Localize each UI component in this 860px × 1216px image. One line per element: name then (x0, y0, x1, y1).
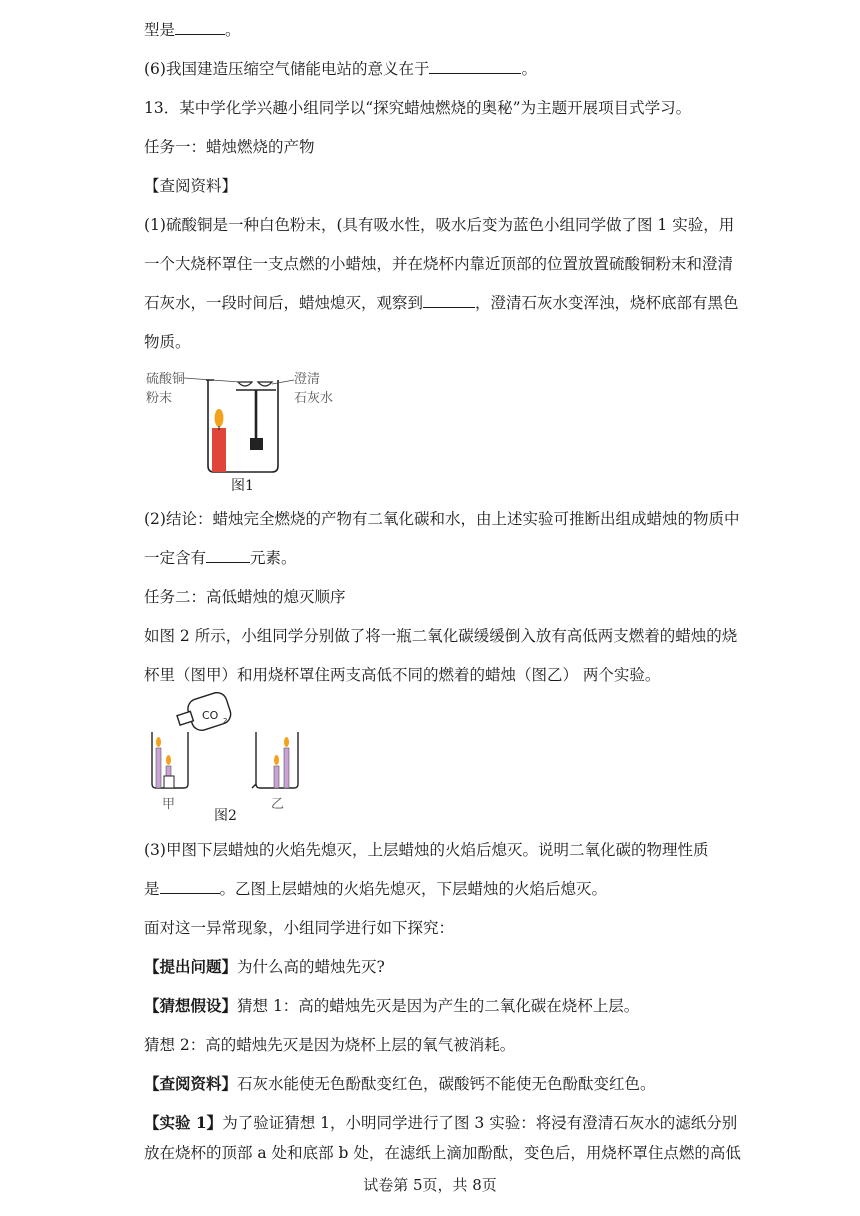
label-jia: 甲 (162, 797, 176, 812)
text-segment: 是 (144, 880, 160, 898)
label-powder: 粉末 (146, 391, 173, 406)
text-line: 一个大烧杯罩住一支点燃的小蜡烛，并在烧杯内靠近顶部的位置放置硫酸铜粉末和澄清 (144, 255, 734, 273)
figure-2-caption: 图2 (214, 808, 237, 824)
text-line: (1)硫酸铜是一种白色粉末，(具有吸水性，吸水后变为蓝色小组同学做了图 1 实验，用 (144, 216, 735, 234)
text-line: (3)甲图下层蜡烛的火焰先熄灭，上层蜡烛的火焰后熄灭。说明二氧化碳的物理性质 (144, 841, 709, 859)
section-tag: 【查阅资料】 (144, 177, 238, 195)
flame-icon (215, 409, 224, 427)
section-tag: 【实验 1】 (144, 1113, 223, 1132)
text-line (144, 20, 241, 40)
text-segment: 石灰水能使无色酚酞变红色，碳酸钙不能使无色酚酞变红色。 (237, 1075, 656, 1093)
answer-blank[interactable] (206, 548, 250, 563)
label-copper-sulfate: 硫酸铜 (146, 372, 186, 387)
text-line: 面对这一异常现象，小组同学进行如下探究： (144, 919, 455, 937)
text-segment: 。 (225, 21, 241, 39)
text-segment: 石灰水，一段时间后，蜡烛熄灭，观察到 (144, 294, 424, 312)
text-segment: 猜想 1：高的蜡烛先灭是因为产生的二氧化碳在烧杯上层。 (237, 997, 640, 1015)
section-tag: 【提出问题】 (144, 957, 238, 976)
candle-icon (212, 428, 226, 472)
co2-label: CO (202, 709, 219, 722)
section-tag: 【查阅资料】 (144, 1074, 238, 1093)
text-line: 放在烧杯的顶部 a 处和底部 b 处，在滤纸上滴加酚酞，变色后，用烧杯罩住点燃的高低 (144, 1144, 741, 1162)
text-line: (2)结论：蜡烛完全燃烧的产物有二氧化碳和水，由上述实验可推断出组成蜡烛的物质中 (144, 510, 740, 528)
text-segment: 。 (521, 60, 537, 78)
task-two-heading: 任务二：高低蜡烛的熄灭顺序 (144, 588, 346, 606)
text-line: 杯里（图甲）和用烧杯罩住两支高低不同的燃着的蜡烛（图乙） 两个实验。 (144, 666, 661, 684)
co2-subscript: 2 (223, 717, 228, 725)
text-segment: (6)我国建造压缩空气储能电站的意义在于 (144, 60, 430, 78)
tall-candle-icon (156, 748, 161, 788)
label-limewater-1: 澄清 (294, 372, 321, 387)
section-tag: 【猜想假设】 (144, 996, 238, 1015)
text-segment: 为什么高的蜡烛先灭? (237, 958, 385, 976)
text-line (144, 1113, 737, 1133)
task-one-heading: 任务一：蜡烛燃烧的产物 (144, 138, 315, 156)
figure-1-diagram (144, 368, 364, 476)
text-line (144, 293, 739, 313)
figure-1-caption: 图1 (231, 478, 254, 494)
text-line: 如图 2 所示，小组同学分别做了将一瓶二氧化碳缓缓倒入放有高低两支燃着的蜡烛的烧 (144, 627, 738, 645)
text-segment: ，澄清石灰水变浑浊，烧杯底部有黑色 (475, 294, 739, 312)
answer-blank[interactable] (429, 59, 521, 74)
text-line (144, 996, 639, 1016)
text-segment: 。乙图上层蜡烛的火焰先熄灭，下层蜡烛的火焰后熄灭。 (219, 880, 608, 898)
text-segment: 元素。 (250, 549, 297, 567)
answer-blank[interactable] (175, 20, 225, 35)
text-line (144, 1074, 656, 1094)
answer-blank[interactable] (423, 293, 475, 308)
text-line (144, 548, 297, 568)
label-yi: 乙 (271, 797, 285, 812)
text-segment: 型是 (144, 21, 176, 39)
text-line (144, 879, 607, 899)
text-segment: 一定含有 (144, 549, 207, 567)
text-line (144, 59, 537, 79)
text-line: 猜想 2：高的蜡烛先灭是因为烧杯上层的氧气被消耗。 (144, 1036, 516, 1054)
label-limewater-2: 石灰水 (294, 391, 334, 406)
question-13-title: 13．某中学化学兴趣小组同学以“探究蜡烛燃烧的奥秘”为主题开展项目式学习。 (144, 99, 692, 117)
tall-candle-icon (284, 748, 289, 788)
text-line (144, 957, 385, 977)
limewater-dish-icon (258, 382, 272, 386)
text-line: 物质。 (144, 333, 191, 351)
stand-base-icon (250, 438, 263, 450)
page-footer: 试卷第 5页，共 8页 (363, 1176, 497, 1194)
text-segment: 为了验证猜想 1，小明同学进行了图 3 实验：将浸有澄清石灰水的滤纸分别 (222, 1114, 738, 1132)
short-candle-icon (274, 766, 279, 788)
copper-sulfate-dish-icon (238, 382, 252, 386)
answer-blank[interactable] (160, 879, 220, 894)
